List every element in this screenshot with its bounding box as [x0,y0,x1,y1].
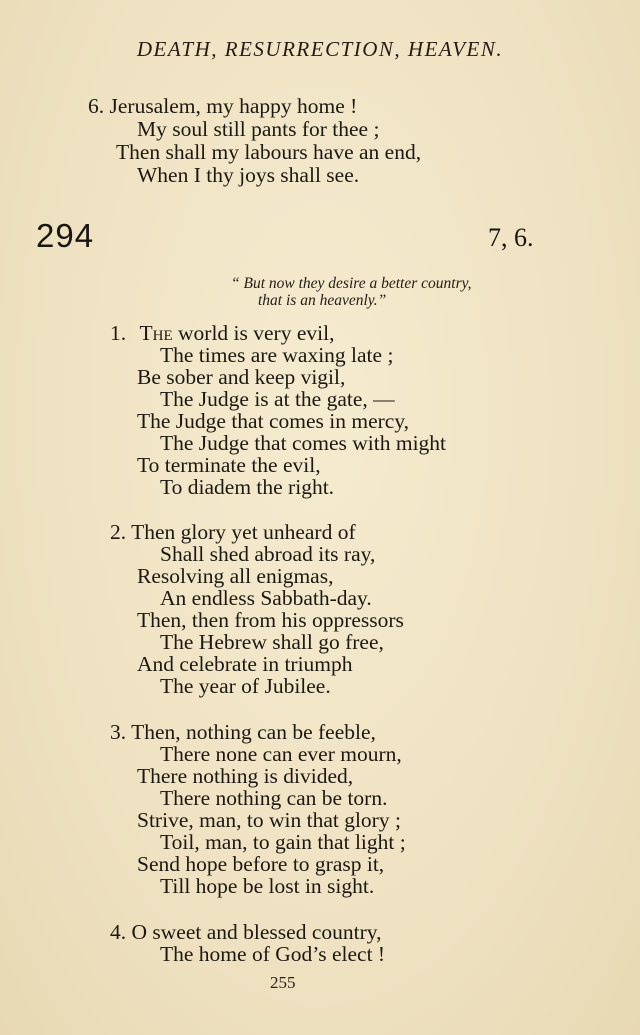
stanza-1-line: To diadem the right. [160,475,335,499]
verse-text: O sweet and blessed country, [131,920,382,944]
stanza-2-line: Resolving all enigmas, [137,564,334,588]
stanza-2-line: The Hebrew shall go free, [160,630,384,654]
stanza-2-line: The year of Jubilee. [160,674,331,698]
stanza-2-line [110,520,356,544]
hymn-number: 294 [36,217,95,254]
epigraph-line: that is an heavenly.” [258,292,387,309]
stanza-3-line: Strive, man, to win that glory ; [137,808,401,832]
stanza-1-line: The times are waxing late ; [160,343,394,367]
stanza-number: 4. [110,920,127,944]
stanza-2-line: Shall shed abroad its ray, [160,542,376,566]
drop-word: The [139,321,173,345]
stanza-number: 6. [88,94,105,118]
hymn-meter: 7, 6. [488,223,534,252]
stanza-3-line: There nothing can be torn. [160,786,388,810]
prev-stanza-line: My soul still pants for thee ; [137,117,380,141]
epigraph-line: “ But now they desire a better country, [231,275,472,292]
prev-stanza-line: Then shall my labours have an end, [116,140,422,164]
stanza-1-line: The Judge is at the gate, — [160,387,395,411]
prev-stanza-line [88,94,357,118]
stanza-2-line: And celebrate in triumph [137,652,353,676]
verse-text: Then, nothing can be feeble, [131,720,376,744]
page-number: 255 [270,973,296,992]
prev-stanza-line: When I thy joys shall see. [137,163,360,187]
stanza-3-line: Toil, man, to gain that light ; [160,830,406,854]
stanza-4-line: The home of God’s elect ! [160,942,386,966]
stanza-2-line: Then, then from his oppressors [137,608,404,632]
verse-text: Jerusalem, my happy home ! [109,94,358,118]
stanza-number: 3. [110,720,127,744]
running-head: DEATH, RESURRECTION, HEAVEN. [136,37,504,61]
stanza-4-line [110,920,381,944]
stanza-number: 2. [110,520,127,544]
stanza-1-line [110,321,334,345]
stanza-1-line: Be sober and keep vigil, [137,365,346,389]
verse-text: Then glory yet unheard of [131,520,356,544]
stanza-1-line: The Judge that comes with might [160,431,447,455]
stanza-3-line: Send hope before to grasp it, [137,852,385,876]
verse-text: world is very evil, [172,321,335,345]
stanza-1-line: To terminate the evil, [137,453,321,477]
stanza-3-line: There none can ever mourn, [160,742,402,766]
stanza-3-line: Till hope be lost in sight. [160,874,375,898]
stanza-3-line [110,720,376,744]
stanza-1-line: The Judge that comes in mercy, [137,409,410,433]
stanza-3-line: There nothing is divided, [137,764,354,788]
stanza-2-line: An endless Sabbath-day. [160,586,372,610]
stanza-number: 1. [110,321,127,345]
